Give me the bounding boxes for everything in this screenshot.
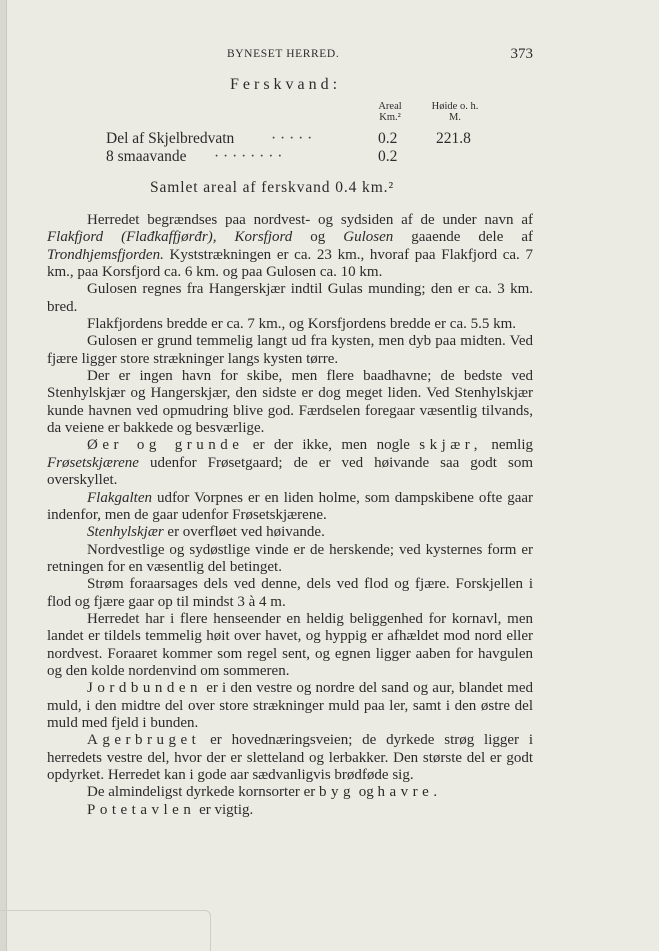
column-header-height-label: Høide o. h. [431, 101, 479, 112]
body-paragraph [47, 212, 533, 281]
body-paragraph [47, 490, 533, 525]
text-run: er overfløet ved høivande. [163, 524, 325, 541]
italic-term: Stenhylskjær [87, 524, 164, 541]
text-run: Gulosen er grund temmelig langt ud fra kysten, men dyb paa midten. Ved fjære ligger store strækninger langs kysten tørre. [47, 333, 533, 367]
body-paragraph [47, 542, 533, 577]
text-run: Herredet har i flere henseender en heldig beliggenhed for kornavl, men landet er tildels temmelig høit over havet, og hyppig er afhældet mod nord eller nordvest. Foraaret kommer som regel sent, og egnen ligger aaben for havgulen og den kolde nordenvind om sommeren. [47, 610, 533, 679]
page-corner-mark [0, 910, 211, 951]
body-paragraph [47, 524, 533, 541]
body-paragraph [47, 368, 533, 437]
text-run: er hovednæringsveien; de dyrkede strøg ligger i herredets vestre del, hvor der er sletteland og lerbakker. Den største del er godt opdyrket. Herredet kan i gode aar sædvanligvis brødføde sig. [47, 732, 533, 783]
text-run: og [355, 784, 378, 801]
lake-name: Del af Skjelbredvatn [106, 130, 235, 147]
body-paragraph [47, 732, 533, 784]
text-run: er der ikke, men nogle [243, 437, 420, 454]
text-run: Herredet begrændses paa nordvest- og sydsiden af de under navn af [87, 212, 533, 228]
text-run: Kyststrækningen er ca. 23 km., hvoraf paa Flakfjord ca. 7 km., paa Korsfjord ca. 6 km. og paa Gulosen ca. 10 km. [47, 246, 533, 281]
text-run: Nordvestlige og sydøstlige vinde er de herskende; ved kysternes form er retningen for en væsentlig del betinget. [47, 541, 533, 575]
body-paragraph [47, 281, 533, 316]
column-header-height-unit: M. [449, 112, 461, 123]
column-header-area-unit: Km.² [379, 112, 401, 123]
text-run: Flakfjordens bredde er ca. 7 km., og Korsfjordens bredde er ca. 5.5 km. [87, 316, 517, 333]
body-paragraph [47, 316, 533, 333]
spaced-term: Jordbunden [87, 680, 202, 697]
text-run: De almindeligst dyrkede kornsorter er [87, 784, 320, 801]
italic-term: Trondhjemsfjorden. [47, 246, 164, 263]
spaced-term: Agerbruget [87, 732, 201, 749]
text-run: gaaende dele af [393, 229, 533, 246]
column-header-area-label: Areal [378, 101, 402, 112]
text-run: og [292, 229, 344, 246]
body-paragraph [47, 802, 533, 819]
body-paragraph [47, 437, 533, 489]
text-run: udfor Vorpnes er en liden holme, som dampskibene ofte gaar indenfor, men de gaar udenfor Frøsetskjærene. [47, 489, 533, 523]
italic-term: Frøsetskjærene [47, 454, 139, 471]
text-run: udenfor Frøsetgaard; de er ved høivande saa godt som overskyllet. [47, 454, 533, 489]
italic-term: Gulosen [343, 229, 394, 246]
column-header-area [370, 101, 410, 123]
text-run: er vigtig. [195, 801, 254, 818]
lake-area: 0.2 [378, 148, 398, 165]
leader-dots: · · · · · [271, 130, 313, 147]
lake-area: 0.2 [378, 130, 398, 147]
text-run: er i den vestre og nordre del sand og aur, blandet med muld, i den midtre del over store strækninger muld paa ler, samt i den østre del muld med fjeld i bunden. [47, 680, 533, 731]
text-run: Strøm foraarsages dels ved denne, dels ved flod og fjære. Forskjellen i flod og fjære gaar op til mindst 3 à 4 m. [47, 576, 533, 610]
spaced-term: byg [319, 784, 356, 801]
page-number: 373 [510, 46, 533, 62]
body-paragraph [47, 576, 533, 611]
body-paragraph [47, 680, 533, 732]
spaced-term: havre. [377, 784, 442, 801]
spaced-term: Potetavlen [87, 801, 196, 818]
leader-dots: · · · · · · · · [214, 148, 283, 165]
text-run: nemlig [481, 437, 534, 454]
running-head: BYNESET HERRED. [227, 48, 340, 60]
body-paragraph [47, 611, 533, 680]
page-header [47, 46, 533, 66]
lake-name: 8 smaavande [106, 148, 187, 165]
spaced-term: skjær, [419, 437, 482, 454]
body-text [47, 212, 533, 819]
column-header-height [424, 101, 486, 123]
text-run: Der er ingen havn for skibe, men flere baadhavne; de bedste ved Stenhylskjær og Hangerskjær, den sidste er dog meget liden. Ved Stenhylskjær kunde havnen ved opmudring blive god. Færdselen foregaar væsentlig tilvands, da veiene er bakkede og besværlige. [47, 368, 533, 437]
italic-term: Flakgalten [87, 489, 152, 506]
total-area-line: Samlet areal af ferskvand 0.4 km.² [150, 179, 394, 196]
ferskvand-title: Ferskvand: [230, 76, 342, 93]
body-paragraph [47, 784, 533, 801]
text-run: Gulosen regnes fra Hangerskjær indtil Gulas munding; den er ca. 3 km. bred. [47, 281, 533, 315]
page-edge [0, 0, 7, 951]
italic-term: Flakfjord (Flađkaffjørđr), Korsfjord [47, 229, 293, 246]
body-paragraph [47, 333, 533, 368]
lake-height: 221.8 [436, 130, 471, 147]
spaced-term: Øer og grunde [87, 437, 244, 454]
